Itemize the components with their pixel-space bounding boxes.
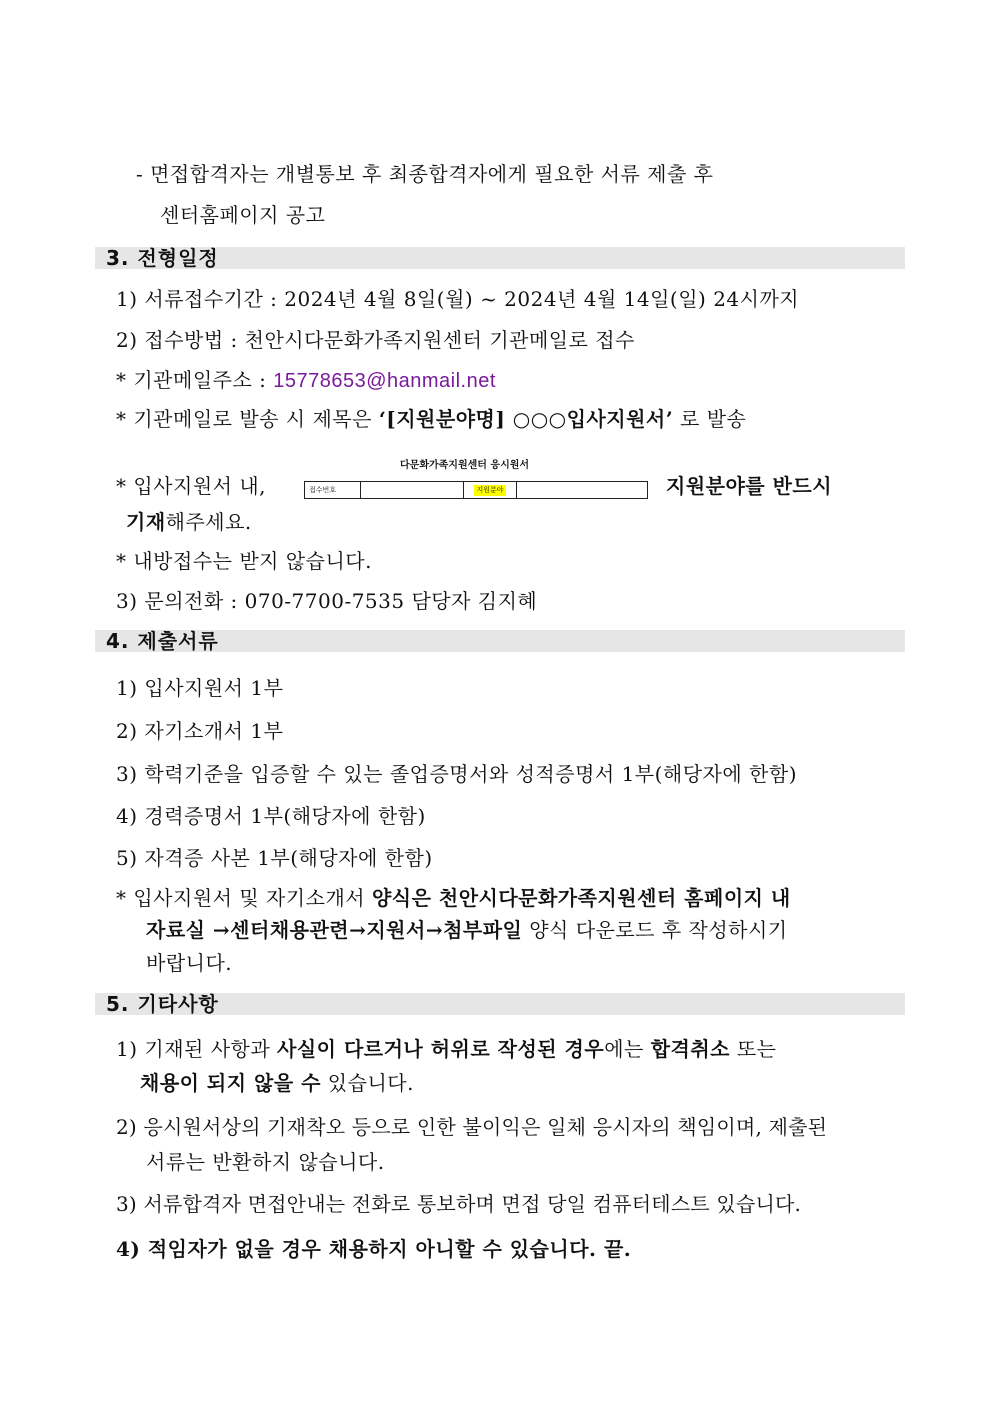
s3-email-line bbox=[116, 366, 496, 395]
section-3-header bbox=[95, 247, 905, 269]
i1-g: 있습니다. bbox=[320, 1071, 414, 1095]
email-address[interactable]: 15778653@hanmail.net bbox=[273, 370, 496, 392]
form-image bbox=[304, 481, 648, 499]
subject-format: ‘[지원분야명] ○○○입사지원서’ bbox=[378, 407, 674, 431]
s4-item-2: 2) 자기소개서 1부 bbox=[116, 719, 284, 743]
note-d: 양식 다운로드 후 작성하시기 bbox=[522, 918, 788, 942]
s4-note-line-2 bbox=[146, 916, 788, 944]
section-4-header bbox=[95, 630, 905, 652]
i1-c: 에는 bbox=[604, 1037, 651, 1061]
section-3-title: 3. 전형일정 bbox=[106, 246, 219, 270]
form-cell-field-label: 지원분야 bbox=[476, 485, 504, 494]
s5-item-1-line-2 bbox=[140, 1069, 414, 1097]
s5-item-3: 3) 서류합격자 면접안내는 전화로 통보하며 면접 당일 컴퓨터테스트 있습니다. bbox=[116, 1192, 802, 1216]
subject-suffix: 로 발송 bbox=[673, 407, 747, 431]
s4-item-4: 4) 경력증명서 1부(해당자에 한함) bbox=[116, 804, 426, 828]
s3-item-3: 3) 문의전화 : 070-7700-7535 담당자 김지혜 bbox=[116, 589, 538, 613]
i1-d: 합격취소 bbox=[650, 1037, 730, 1061]
s4-item-5: 5) 자격증 사본 1부(해당자에 한함) bbox=[116, 846, 433, 870]
s4-note-line-1 bbox=[116, 884, 791, 912]
s3-form-line-2 bbox=[126, 508, 252, 536]
i1-e: 또는 bbox=[729, 1037, 777, 1061]
s4-note-line-3: 바랍니다. bbox=[146, 951, 233, 975]
s3-item-2: 2) 접수방법 : 천안시다문화가족지원센터 기관메일로 접수 bbox=[116, 328, 635, 352]
s3-item-1: 1) 서류접수기간 : 2024년 4월 8일(월) ~ 2024년 4월 14일(일) 24시까지 bbox=[116, 287, 800, 311]
form-line2-bold: 기재 bbox=[126, 510, 166, 534]
intro-line-2: 센터홈페이지 공고 bbox=[160, 203, 326, 227]
s4-item-3: 3) 학력기준을 입증할 수 있는 졸업증명서와 성적증명서 1부(해당자에 한함) bbox=[116, 762, 797, 786]
s3-form-suffix: 지원분야를 반드시 bbox=[666, 474, 833, 498]
s5-item-2-line-2: 서류는 반환하지 않습니다. bbox=[146, 1150, 385, 1174]
intro-line-1: - 면접합격자는 개별통보 후 최종합격자에게 필요한 서류 제출 후 bbox=[136, 162, 714, 186]
subject-prefix: * 기관메일로 발송 시 제목은 bbox=[116, 407, 379, 431]
form-cell-empty-1 bbox=[361, 482, 464, 498]
note-b: 양식은 천안시다문화가족지원센터 홈페이지 내 bbox=[371, 886, 791, 910]
note-c: 자료실 →센터채용관련→지원서→첨부파일 bbox=[146, 918, 523, 942]
s5-item-4: 4) 적임자가 없을 경우 채용하지 아니할 수 있습니다. 끝. bbox=[116, 1237, 632, 1261]
section-5-header bbox=[95, 993, 905, 1015]
s5-item-1-line-1 bbox=[116, 1035, 776, 1063]
form-cell-field bbox=[464, 482, 517, 498]
i1-a: 1) 기재된 사항과 bbox=[116, 1037, 278, 1061]
s5-item-2-line-1: 2) 응시원서상의 기재착오 등으로 인한 불이익은 일체 응시자의 책임이며, 제출된 bbox=[116, 1115, 828, 1139]
form-cell-receipt: 접수번호 bbox=[305, 482, 361, 498]
section-4-title: 4. 제출서류 bbox=[106, 629, 219, 653]
note-a: * 입사지원서 및 자기소개서 bbox=[116, 886, 372, 910]
s3-form-prefix: * 입사지원서 내, bbox=[116, 474, 266, 498]
section-5-title: 5. 기타사항 bbox=[106, 992, 219, 1016]
s3-subject-line bbox=[116, 405, 746, 433]
form-line2-rest: 해주세요. bbox=[165, 510, 252, 534]
i1-b: 사실이 다르거나 허위로 작성된 경우 bbox=[277, 1037, 605, 1061]
email-label: * 기관메일주소 : bbox=[116, 368, 274, 392]
i1-f: 채용이 되지 않을 수 bbox=[140, 1071, 321, 1095]
s3-no-visit: * 내방접수는 받지 않습니다. bbox=[116, 549, 372, 573]
s4-item-1: 1) 입사지원서 1부 bbox=[116, 676, 284, 700]
form-cell-empty-2 bbox=[517, 482, 647, 498]
form-image-title: 다문화가족지원센터 응시원서 bbox=[400, 460, 530, 471]
